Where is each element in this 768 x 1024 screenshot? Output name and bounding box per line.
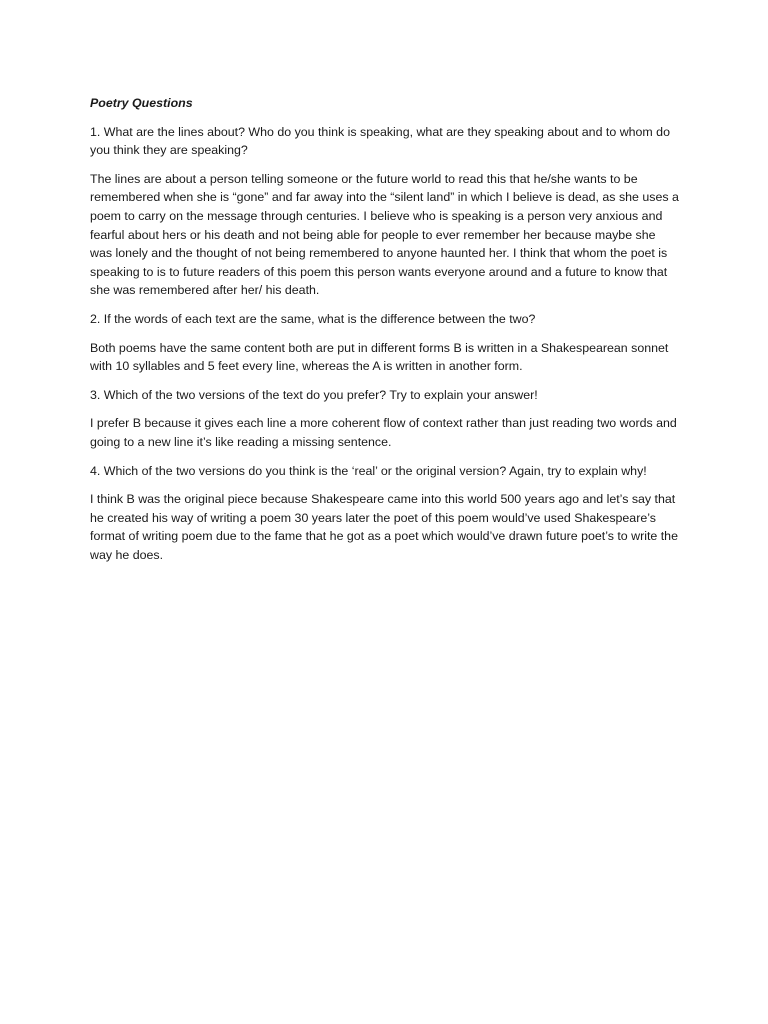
question-1: 1. What are the lines about? Who do you think is speaking, what are they speaking about and to whom do you think they are speaking?: [90, 124, 670, 158]
document-title: Poetry Questions: [90, 96, 193, 110]
question-4: 4. Which of the two versions do you think is the ‘real’ or the original version? Again, try to explain why!: [90, 463, 647, 478]
answer-3: I prefer B because it gives each line a more coherent flow of context rather than just reading two words and going to a new line it’s like reading a missing sentence.: [90, 416, 677, 449]
document-body: [90, 94, 680, 574]
answer-1: The lines are about a person telling someone or the future world to read this that he/she wants to be remembered when she is “gone” and far away into the “silent land” in which I believe is dead, as she uses a poem to carry on the message through centuries. I believe who is speaking is a person very anxious and fearful about hers or his death and not being able for people to ever remember her because maybe she was lonely and the thought of not being remembered to anyone haunted her. I think that whom the poet is speaking to is to future readers of this poem this person wants everyone around and a future to know that she was remembered after her/ his death.: [90, 171, 679, 298]
answer-2: Both poems have the same content both are put in different forms B is written in a Shakespearean sonnet with 10 syllables and 5 feet every line, whereas the A is written in another form.: [90, 340, 669, 374]
answer-4: I think B was the original piece because Shakespeare came into this world 500 years ago and let’s say that he created his way of writing a poem 30 years later the poet of this poem would’ve used Shakespeare’s format of writing poem due to the fame that he got as a poet which would’ve drawn future poet’s to write the way he does.: [90, 492, 678, 562]
question-2: 2. If the words of each text are the same, what is the difference between the two?: [90, 311, 536, 326]
question-3: 3. Which of the two versions of the text do you prefer? Try to explain your answer!: [90, 387, 538, 402]
